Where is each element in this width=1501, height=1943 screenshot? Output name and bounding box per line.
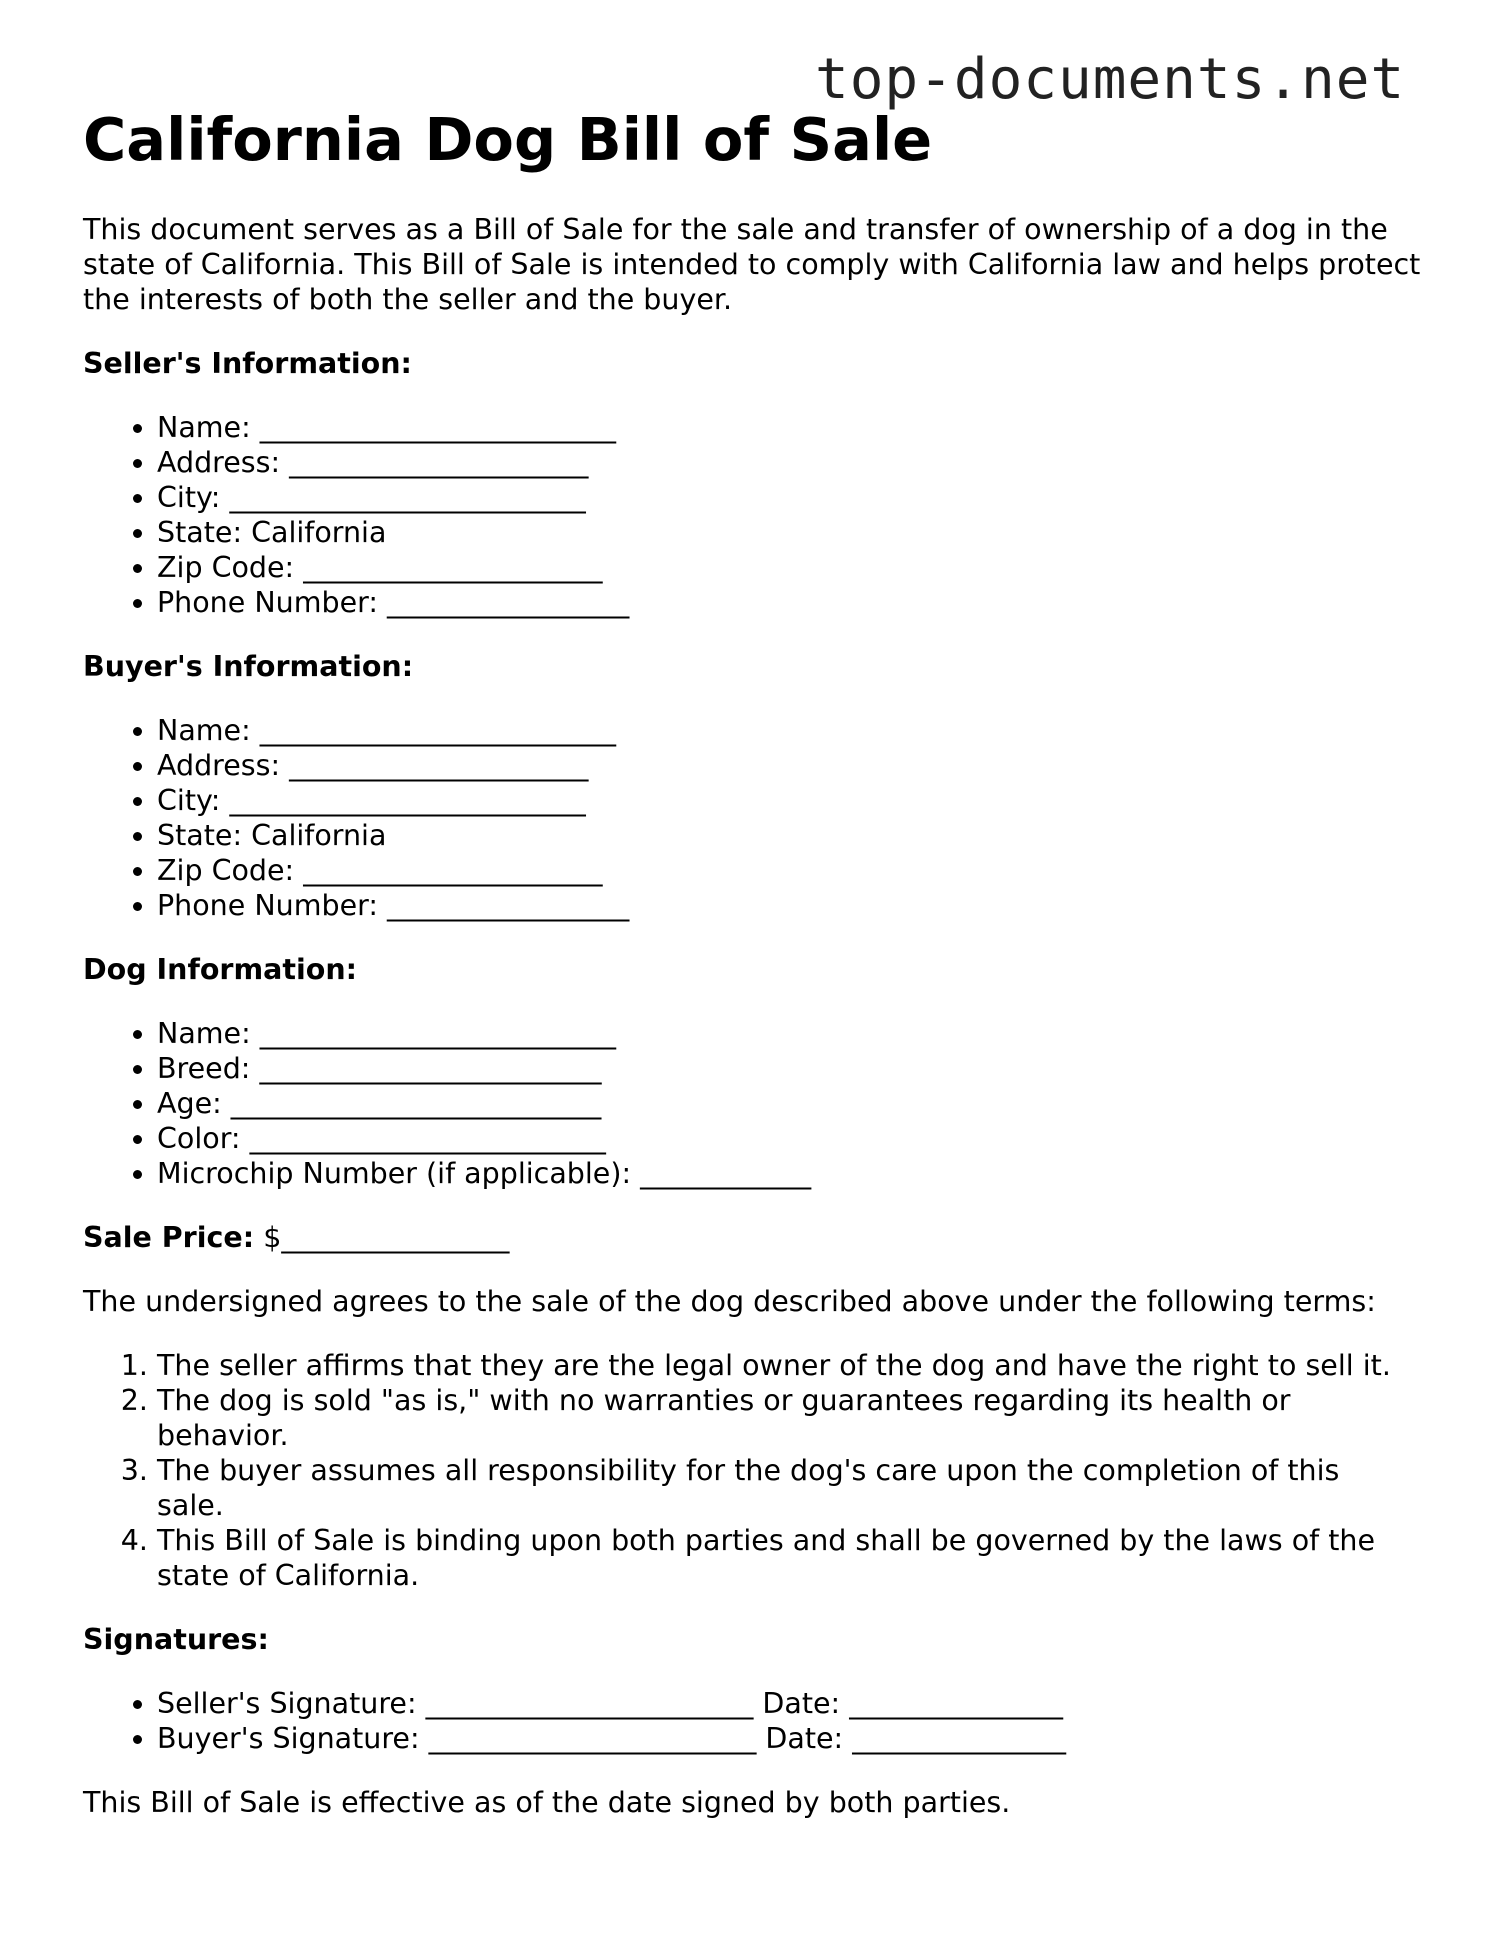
closing-paragraph: This Bill of Sale is effective as of the date signed by both parties. <box>83 1786 1011 1819</box>
document-page <box>83 104 1423 1820</box>
term-item: 1. The seller affirms that they are the legal owner of the dog and have the right to sell it. <box>157 1348 1393 1383</box>
seller-address-field: • Address: _____________________ <box>157 445 1423 480</box>
buyer-phone-field: • Phone Number: _________________ <box>157 888 1423 923</box>
buyer-address-field: • Address: _____________________ <box>157 748 1423 783</box>
dog-age-field: • Age: __________________________ <box>157 1086 1423 1121</box>
sale-price-label: Sale Price: <box>83 1221 255 1254</box>
dog-heading: Dog Information: <box>83 953 358 986</box>
seller-phone-field: • Phone Number: _________________ <box>157 585 1423 620</box>
terms-list <box>83 1348 1423 1593</box>
sale-price-line <box>83 1220 1423 1255</box>
signatures-list <box>83 1686 1423 1756</box>
document-title: California Dog Bill of Sale <box>83 105 933 174</box>
seller-name-field: • Name: _________________________ <box>157 410 1423 445</box>
term-item: 2. The dog is sold "as is," with no warranties or guarantees regarding its health or behavior. <box>157 1383 1393 1453</box>
buyer-info-list <box>83 713 1423 923</box>
buyer-heading: Buyer's Information: <box>83 650 414 683</box>
term-item: 4. This Bill of Sale is binding upon both parties and shall be governed by the laws of the state of California. <box>157 1523 1393 1593</box>
watermark: top-documents.net <box>815 47 1406 112</box>
seller-heading: Seller's Information: <box>83 347 412 380</box>
dog-name-field: • Name: _________________________ <box>157 1016 1423 1051</box>
seller-zip-field: • Zip Code: _____________________ <box>157 550 1423 585</box>
seller-info-list <box>83 410 1423 620</box>
dog-microchip-field: • Microchip Number (if applicable): ____________ <box>157 1156 1423 1191</box>
dog-info-list <box>83 1016 1423 1191</box>
seller-signature-line: • Seller's Signature: _______________________ Date: _______________ <box>157 1686 1423 1721</box>
seller-city-field: • City: _________________________ <box>157 480 1423 515</box>
buyer-state-field: • State: California <box>157 818 1423 853</box>
agreement-paragraph: The undersigned agrees to the sale of the dog described above under the following terms: <box>83 1285 1376 1318</box>
buyer-zip-field: • Zip Code: _____________________ <box>157 853 1423 888</box>
buyer-city-field: • City: _________________________ <box>157 783 1423 818</box>
seller-state-field: • State: California <box>157 515 1423 550</box>
signatures-heading: Signatures: <box>83 1623 269 1656</box>
dog-breed-field: • Breed: ________________________ <box>157 1051 1423 1086</box>
intro-paragraph: This document serves as a Bill of Sale for the sale and transfer of ownership of a dog in the state of California. This Bill of Sale is intended to comply with California law and helps protect the interests of both the seller and the buyer. <box>83 213 1421 316</box>
term-item: 3. The buyer assumes all responsibility for the dog's care upon the completion of this sale. <box>157 1453 1393 1523</box>
buyer-name-field: • Name: _________________________ <box>157 713 1423 748</box>
sale-price-value: $________________ <box>263 1221 510 1254</box>
dog-color-field: • Color: _________________________ <box>157 1121 1423 1156</box>
buyer-signature-line: • Buyer's Signature: _______________________ Date: _______________ <box>157 1721 1423 1756</box>
